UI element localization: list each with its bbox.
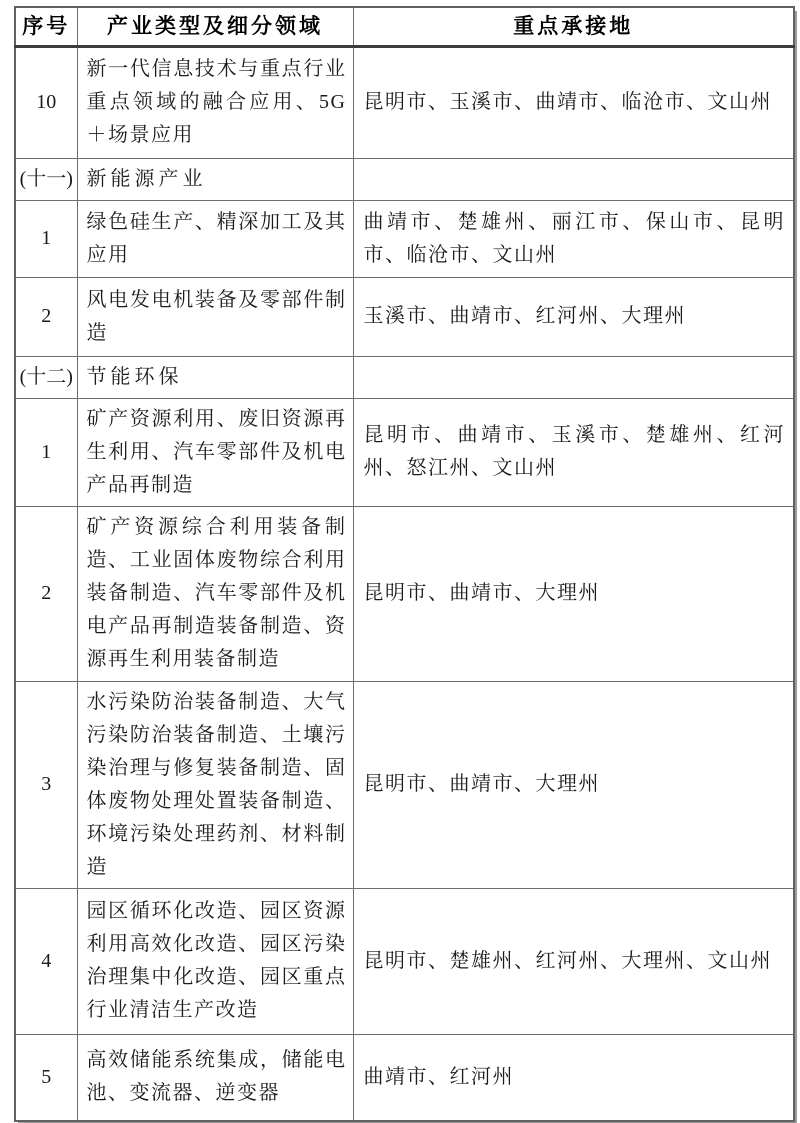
locations-cell: 昆明市、曲靖市、玉溪市、楚雄州、红河州、怒江州、文山州 — [353, 398, 794, 506]
table-header-row — [15, 7, 794, 46]
table-row — [15, 46, 794, 158]
seq-cell: 1 — [15, 398, 77, 506]
table-row — [15, 200, 794, 277]
section-row — [15, 158, 794, 200]
header-cell-seq: 序号 — [15, 7, 77, 46]
table-row — [15, 506, 794, 681]
seq-cell: (十二) — [15, 356, 77, 398]
locations-cell: 曲靖市、红河州 — [353, 1034, 794, 1121]
section-row — [15, 356, 794, 398]
table-row — [15, 1034, 794, 1121]
industry-cell: 矿产资源利用、废旧资源再生利用、汽车零部件及机电产品再制造 — [77, 398, 353, 506]
seq-cell: (十一) — [15, 158, 77, 200]
locations-cell: 昆明市、曲靖市、大理州 — [353, 506, 794, 681]
industry-cell: 节能环保 — [77, 356, 353, 398]
header-cell-industry: 产业类型及细分领域 — [77, 7, 353, 46]
table-row — [15, 681, 794, 888]
locations-cell — [353, 158, 794, 200]
table-row — [15, 888, 794, 1034]
seq-cell: 10 — [15, 46, 77, 158]
industry-cell: 风电发电机装备及零部件制造 — [77, 277, 353, 356]
industry-cell: 绿色硅生产、精深加工及其应用 — [77, 200, 353, 277]
industry-cell: 矿产资源综合利用装备制造、工业固体废物综合利用装备制造、汽车零部件及机电产品再制造装备制造、资源再生利用装备制造 — [77, 506, 353, 681]
seq-cell: 1 — [15, 200, 77, 277]
industry-cell: 园区循环化改造、园区资源利用高效化改造、园区污染治理集中化改造、园区重点行业清洁生产改造 — [77, 888, 353, 1034]
locations-cell — [353, 356, 794, 398]
seq-cell: 5 — [15, 1034, 77, 1121]
industry-cell: 水污染防治装备制造、大气污染防治装备制造、土壤污染治理与修复装备制造、固体废物处理处置装备制造、环境污染处理药剂、材料制造 — [77, 681, 353, 888]
header-cell-locations: 重点承接地 — [353, 7, 794, 46]
industry-cell: 新一代信息技术与重点行业重点领域的融合应用、5G＋场景应用 — [77, 46, 353, 158]
locations-cell: 曲靖市、楚雄州、丽江市、保山市、昆明市、临沧市、文山州 — [353, 200, 794, 277]
industry-cell: 新能源产业 — [77, 158, 353, 200]
table-row — [15, 277, 794, 356]
locations-cell: 昆明市、楚雄州、红河州、大理州、文山州 — [353, 888, 794, 1034]
seq-cell: 3 — [15, 681, 77, 888]
locations-cell: 玉溪市、曲靖市、红河州、大理州 — [353, 277, 794, 356]
table-row — [15, 398, 794, 506]
locations-cell: 昆明市、玉溪市、曲靖市、临沧市、文山州 — [353, 46, 794, 158]
locations-cell: 昆明市、曲靖市、大理州 — [353, 681, 794, 888]
seq-cell: 2 — [15, 277, 77, 356]
seq-cell: 4 — [15, 888, 77, 1034]
seq-cell: 2 — [15, 506, 77, 681]
industry-transfer-table — [14, 6, 795, 1122]
industry-cell: 高效储能系统集成，储能电池、变流器、逆变器 — [77, 1034, 353, 1121]
